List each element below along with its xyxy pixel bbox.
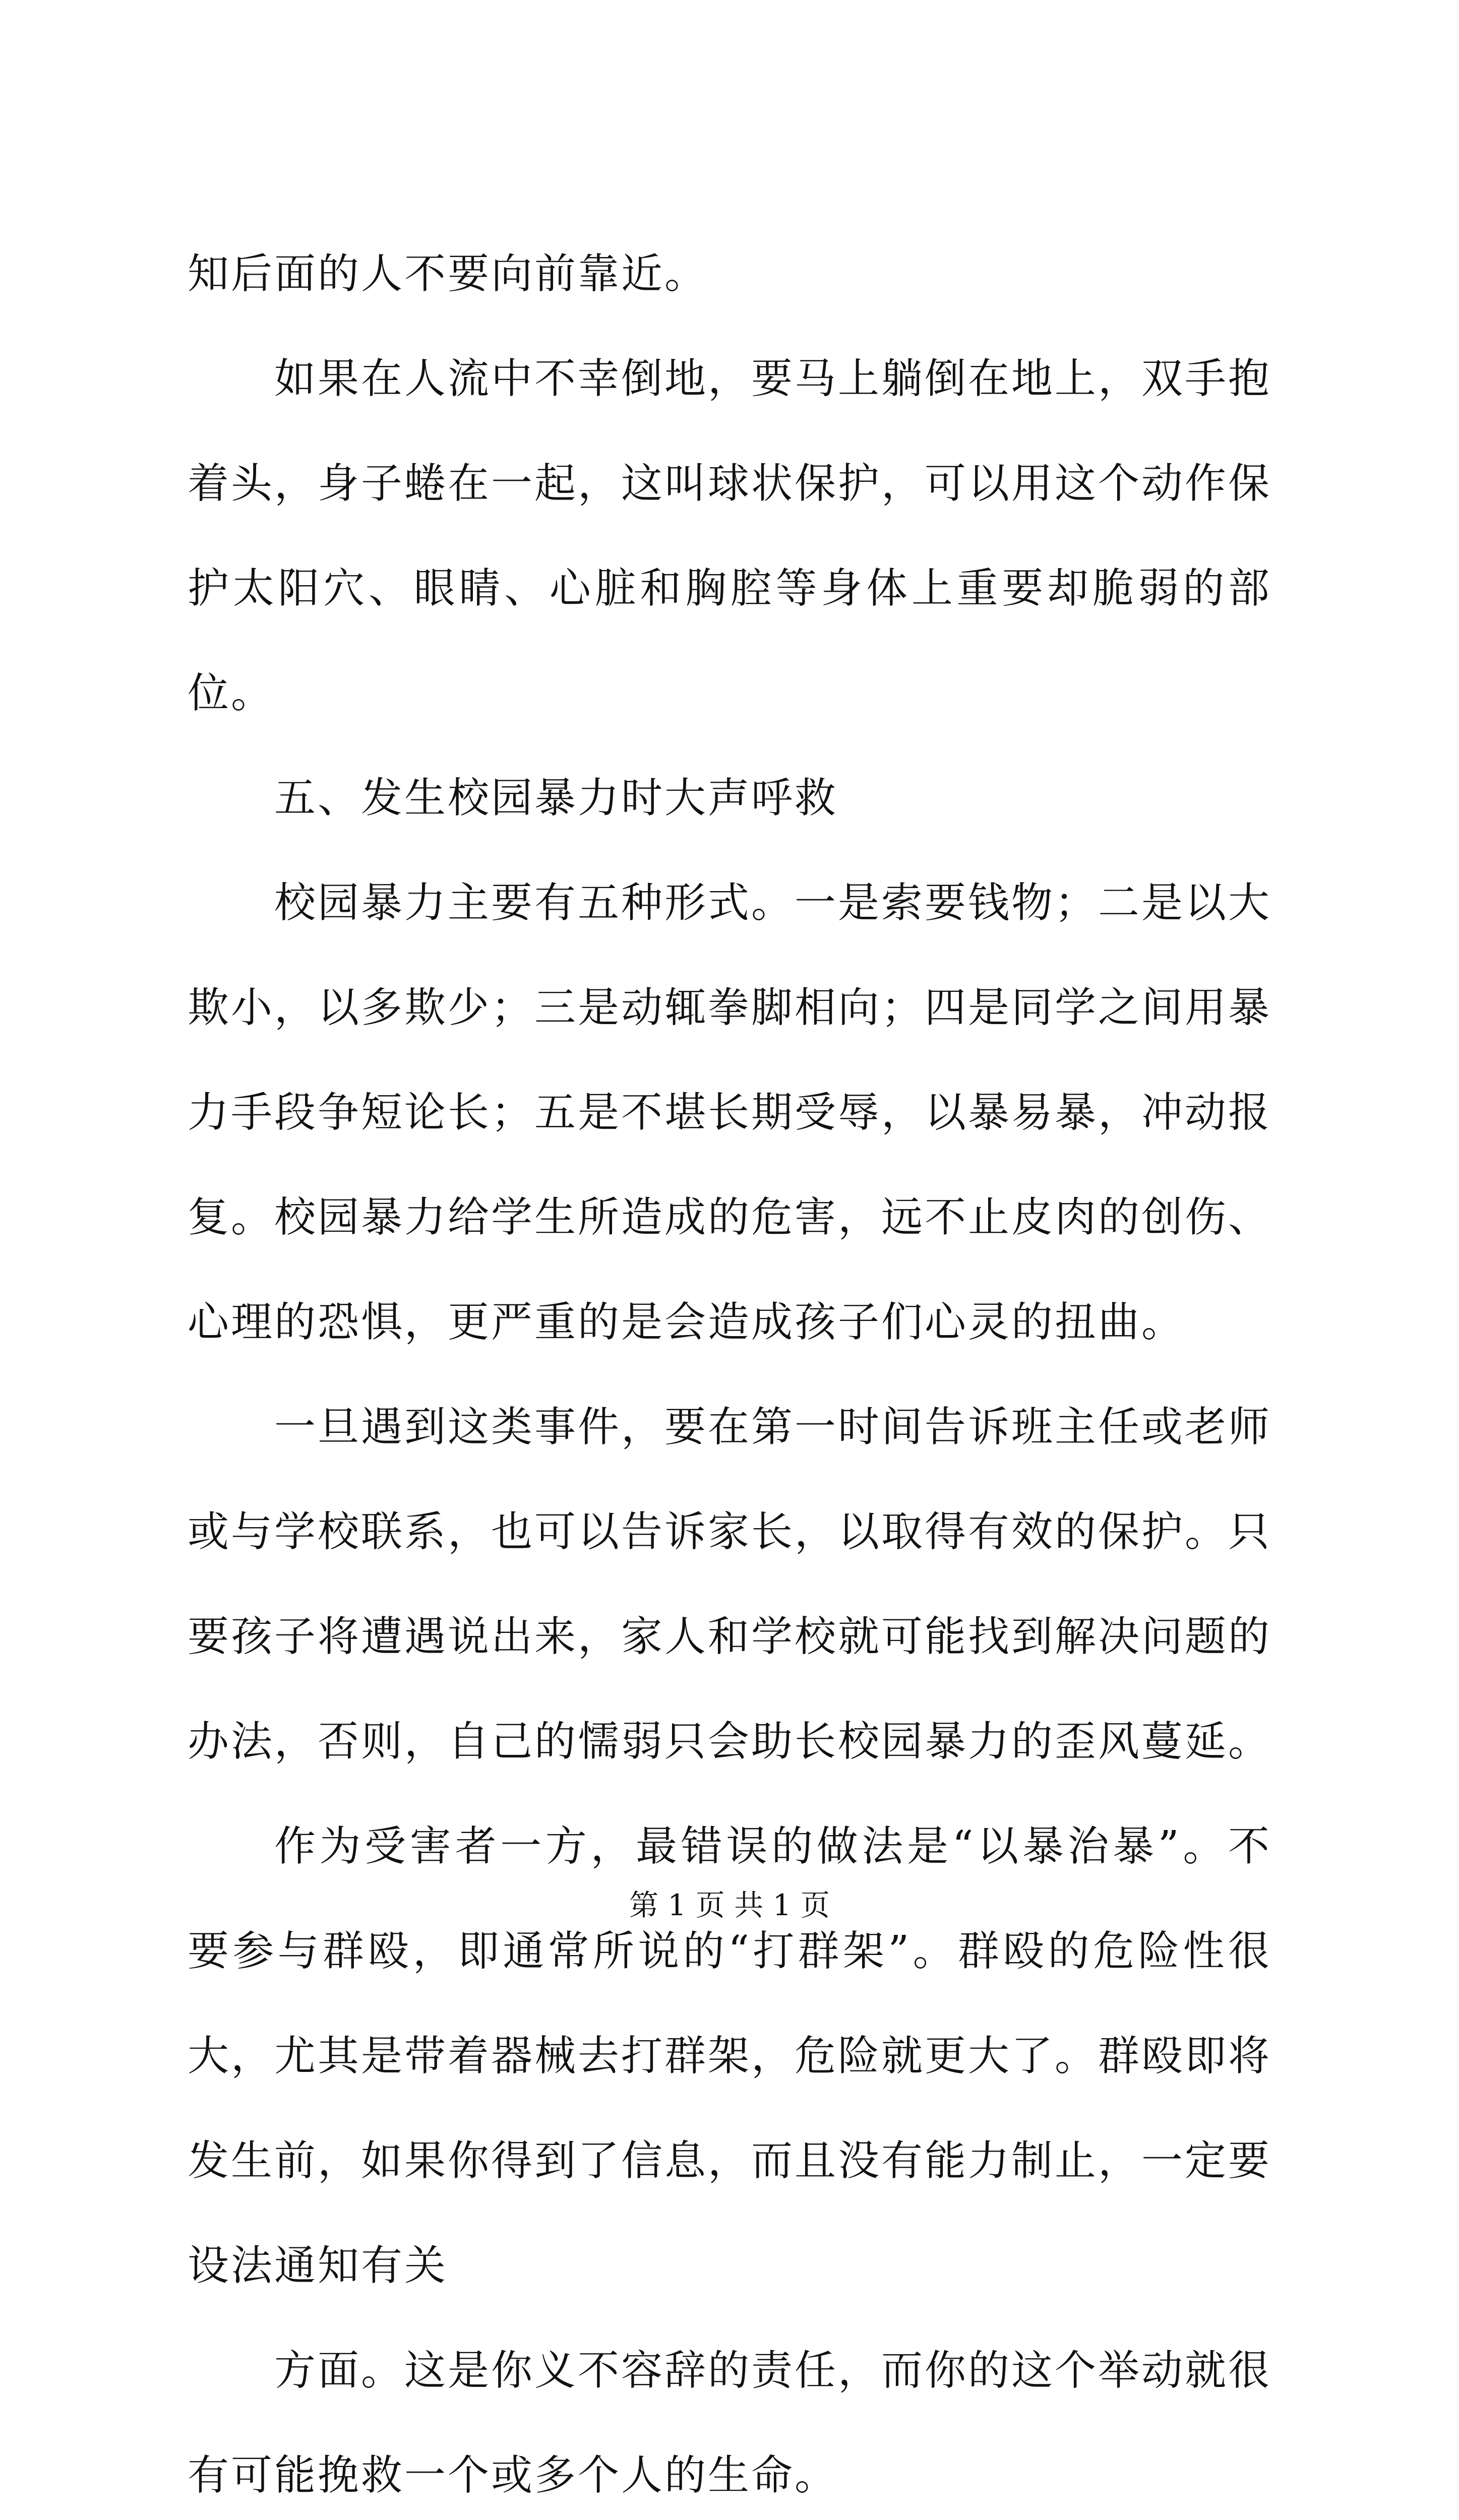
paragraph-2: 如果在人流中不幸倒地，要马上躺倒在地上，双手抱着头，身子蜷在一起，这叫球状保护，可以用这个动作保护太阳穴、眼睛、心脏和胸腔等身体上重要却脆弱的部位。 (188, 355, 1272, 717)
page-footer: 第 1 页 共 1 页 (629, 1888, 830, 1922)
document-body (188, 222, 1271, 2520)
paragraph-1: 知后面的人不要向前靠近。 (188, 250, 708, 298)
paragraph-7: 方面。这是你义不容辞的责任，而你的这个举动就很有可能挽救一个或多个人的生命。 (188, 2347, 1272, 2499)
paragraph-6: 作为受害者一方，最错误的做法是“以暴治暴”。不要参与群殴，即通常所说的“打群架”。群殴的危险性很大，尤其是带着器械去打群架，危险就更大了。群殴即将发生前，如果你得到了信息，而且没有能力制止，一定要设法通知有关 (188, 1822, 1272, 2290)
paragraph-4: 校园暴力主要有五种形式。一是索要钱物；二是以大欺小，以多欺少；三是动辄拳脚相向；四是同学之间用暴力手段争短论长；五是不堪长期受辱，以暴易暴，冲动报复。校园暴力给学生所造成的危害，远不止皮肉的创伤、心理的恐惧，更严重的是会造成孩子们心灵的扭曲。 (188, 879, 1272, 1346)
section-heading: 五、发生校园暴力时大声呼救 (274, 774, 838, 822)
paragraph-5: 一旦遇到这类事件，要在第一时间告诉班主任或老师或与学校联系，也可以告诉家长，以取得有效的保护。只要孩子将遭遇说出来，家人和学校就可能找到解决问题的办法，否则，自己的懦弱只会助长校园暴力的歪风蔓延。 (188, 1403, 1272, 1766)
